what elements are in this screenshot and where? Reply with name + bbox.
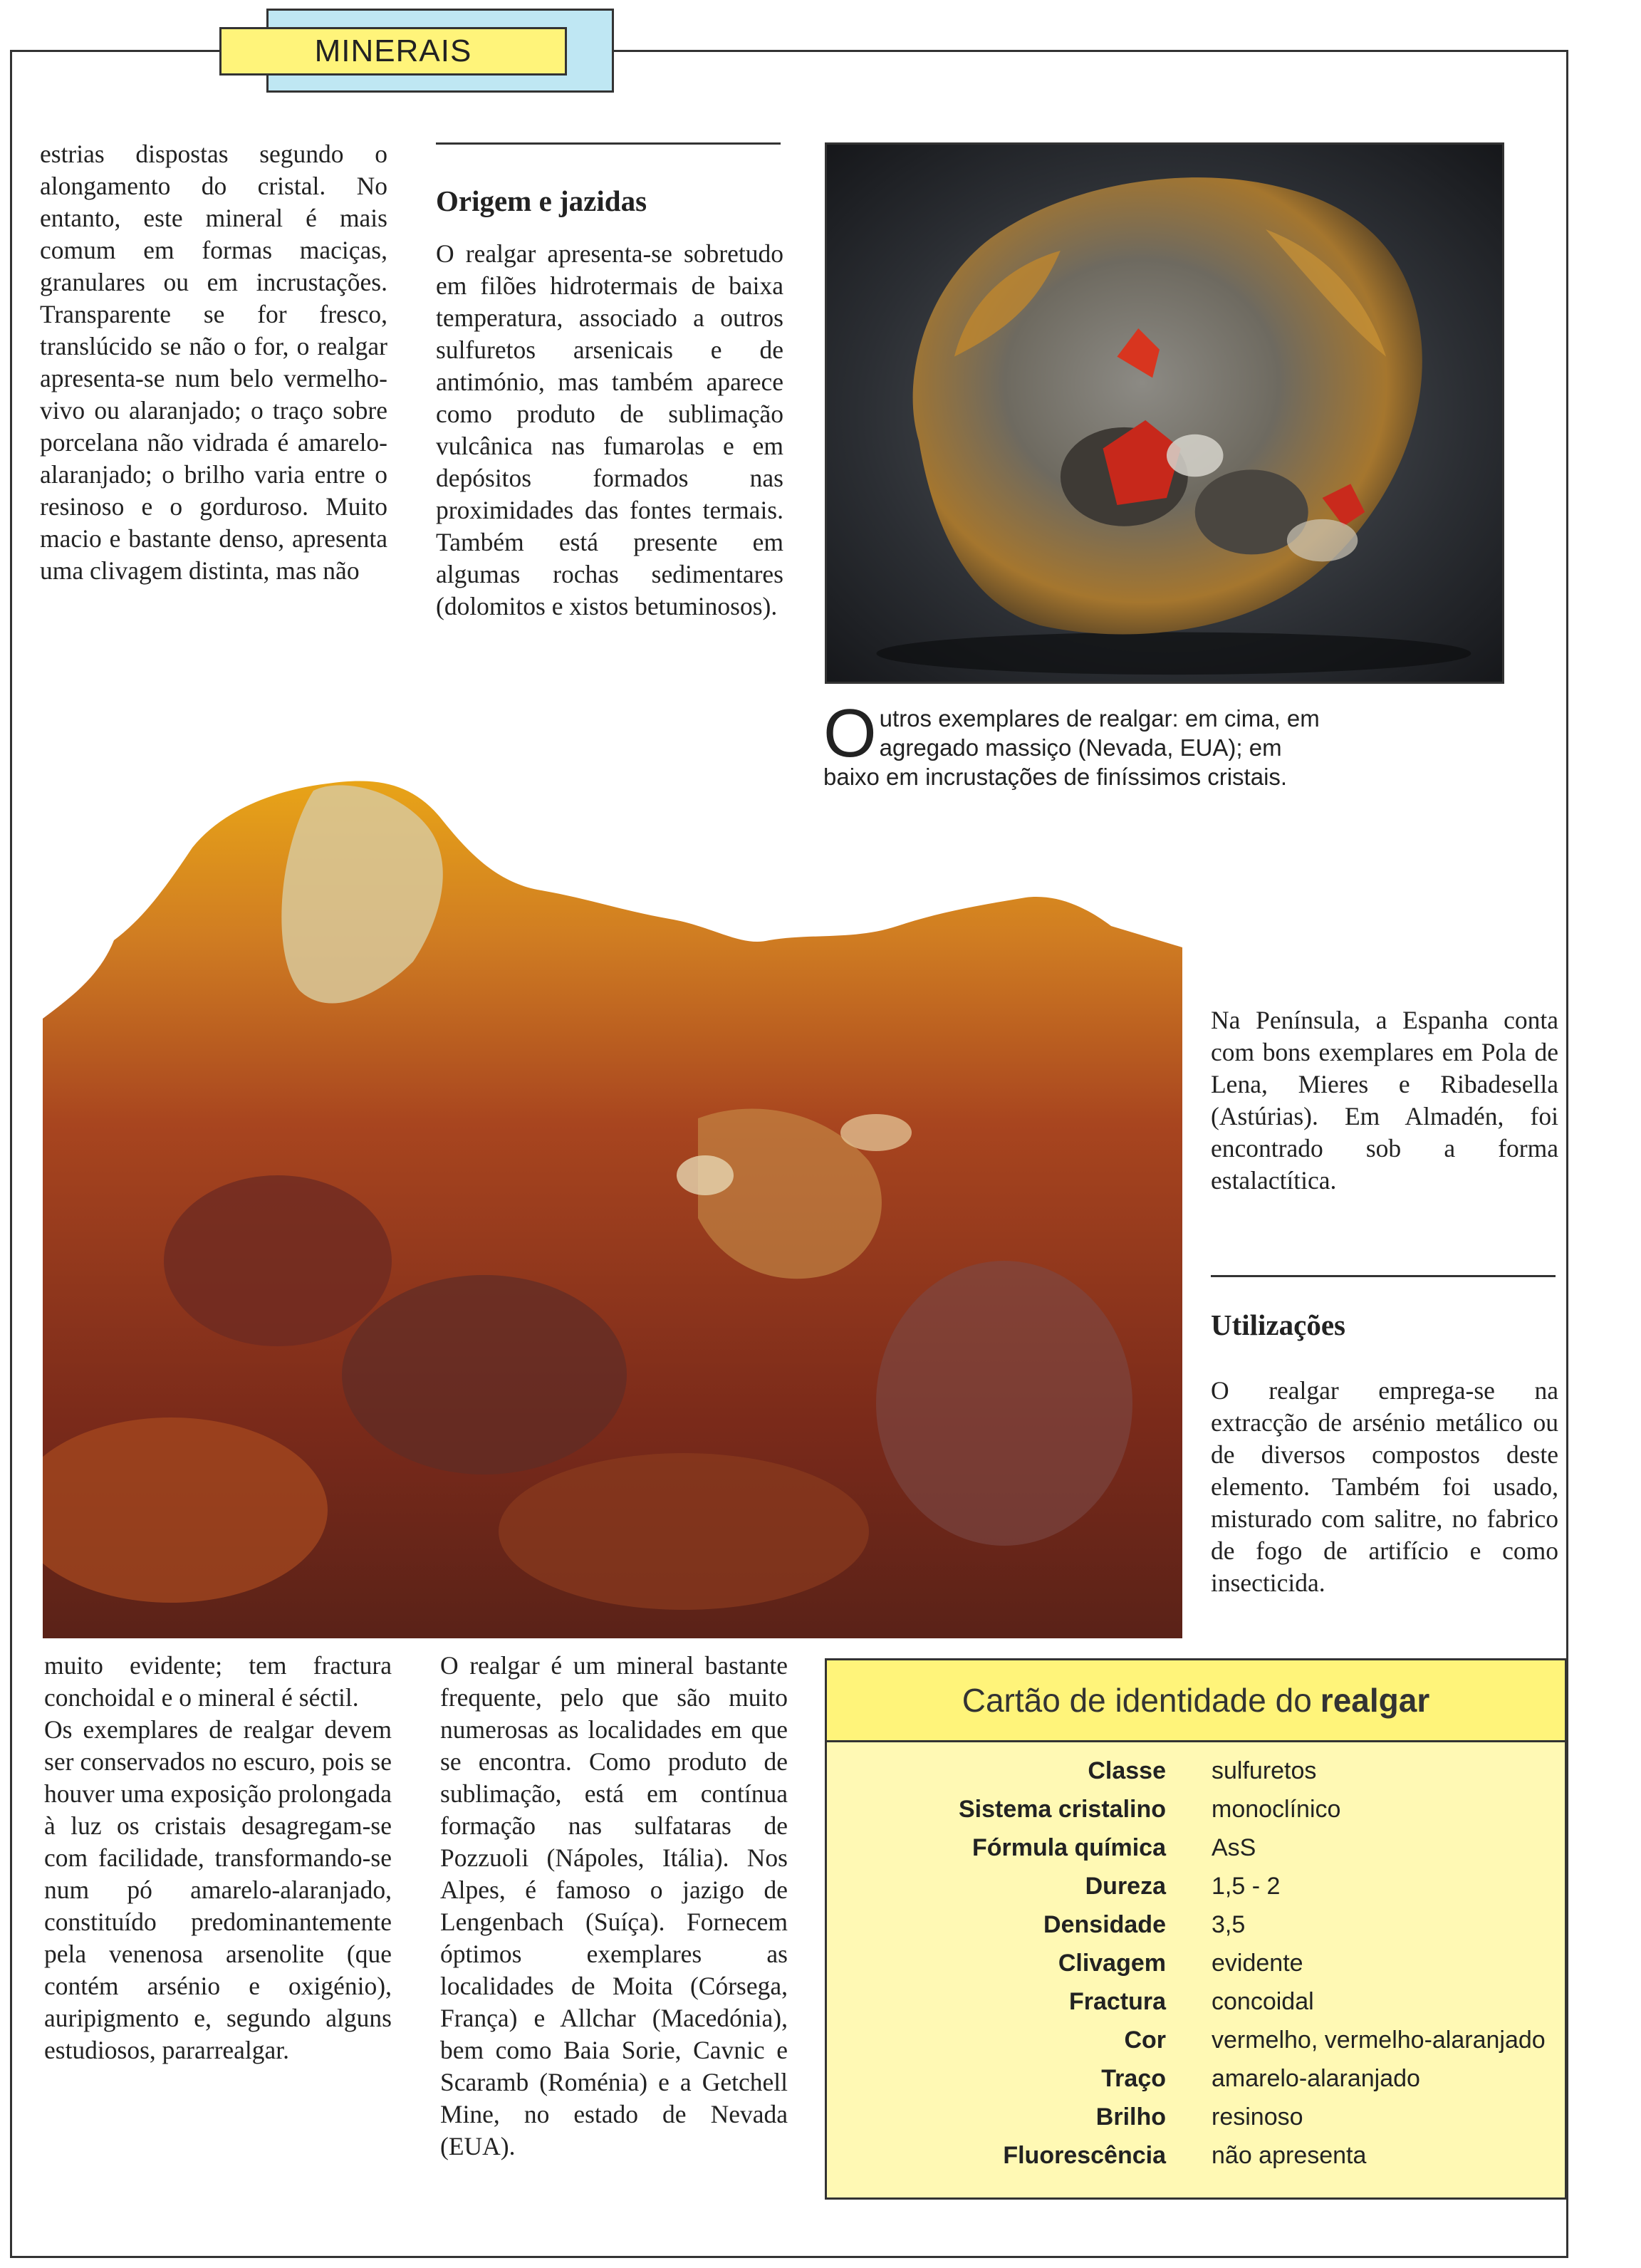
- col1-bottom-paragraph-1: muito evidente; tem fractura conchoidal e o mineral é séctil.: [44, 1651, 392, 1712]
- identity-card-title-bold: realgar: [1320, 1682, 1430, 1719]
- realgar-crust-photo: [43, 762, 1182, 1638]
- card-row-clivagem: [827, 1950, 1565, 1988]
- card-row-fractura: [827, 1988, 1565, 2027]
- utilizacoes-text: [1211, 1375, 1558, 1599]
- utilizacoes-rule: [1211, 1275, 1556, 1277]
- identity-card-title: [827, 1660, 1565, 1742]
- card-value: evidente: [1212, 1950, 1303, 1977]
- card-value: monoclínico: [1212, 1796, 1341, 1823]
- card-row-cor: [827, 2027, 1565, 2065]
- card-row-densidade: [827, 1911, 1565, 1950]
- card-label: Classe: [1088, 1757, 1166, 1784]
- card-label: Sistema cristalino: [958, 1796, 1166, 1823]
- col1-bottom-text: [44, 1650, 392, 2066]
- card-row-traco: [827, 2065, 1565, 2103]
- card-label: Dureza: [1085, 1873, 1166, 1900]
- identity-card-title-prefix: Cartão de identidade do: [962, 1682, 1312, 1719]
- card-label: Densidade: [1043, 1911, 1166, 1938]
- card-value: sulfuretos: [1212, 1757, 1317, 1784]
- card-label: Cor: [1124, 2027, 1166, 2054]
- card-value: 1,5 - 2: [1212, 1873, 1281, 1900]
- card-label: Fluorescência: [1003, 2142, 1166, 2169]
- col2-bottom-text: [440, 1650, 788, 2163]
- caption-initial: O: [823, 695, 877, 771]
- peninsula-text: [1211, 1004, 1558, 1197]
- section-tab: MINERAIS: [219, 27, 567, 76]
- origem-text: [436, 238, 783, 623]
- card-value: não apresenta: [1212, 2142, 1367, 2169]
- col1-bottom-paragraph-2: Os exemplares de realgar devem ser conservados no escuro, pois se houver uma exposição prolongada à luz os cristais desagregam-se com facilidade, transformando-se num pó amarelo-alaranjado, constituído predominantemente pela venenosa arsenolite (que contém arsénio e oxigénio), auripigmento e, segundo alguns estudiosos, pararrealgar.: [44, 1715, 392, 2064]
- card-value: AsS: [1212, 1834, 1256, 1861]
- card-row-classe: [827, 1757, 1565, 1796]
- origem-rule: [436, 142, 781, 145]
- caption-text: utros exemplares de realgar: em cima, em agregado massiço (Nevada, EUA); em baixo em incrustações de finíssimos cristais.: [823, 705, 1320, 790]
- card-label: Clivagem: [1058, 1950, 1166, 1977]
- card-row-formula: [827, 1834, 1565, 1873]
- card-row-fluorescencia: [827, 2142, 1565, 2180]
- identity-card: [825, 1658, 1567, 2200]
- card-value: 3,5: [1212, 1911, 1246, 1938]
- card-label: Fórmula química: [971, 1834, 1166, 1861]
- card-row-sistema: [827, 1796, 1565, 1834]
- col1-top-paragraph: estrias dispostas segundo o alongamento do cristal. No entanto, este mineral é mais comum em formas maciças, granulares ou em incrustações. Transparente se for fresco, translúcido se não o for, o realgar apresenta-se num belo vermelho-vivo ou alaranjado; o traço sobre porcelana não vidrada é amarelo-alaranjado; o brilho varia entre o resinoso e o gorduroso. Muito macio e bastante denso, apresenta uma clivagem distinta, mas não: [40, 140, 387, 585]
- col2-bottom-paragraph: O realgar é um mineral bastante frequente, pelo que são muito numerosas as localidades em que se encontra. Como produto de sublimação, está em contínua formação nas sulfataras de Pozzuoli (Nápoles, Itália). Nos Alpes, é famoso o jazigo de Lengenbach (Suíça). Fornecem óptimos exemplares as localidades de Moita (Córsega, França) e Allchar (Macedónia), bem como Baia Sorie, Cavnic e Scaramb (Roménia) e a Getchell Mine, no estado de Nevada (EUA).: [440, 1651, 788, 2160]
- card-label: Traço: [1101, 2065, 1166, 2092]
- card-value: vermelho, vermelho-alaranjado: [1212, 2027, 1546, 2054]
- realgar-massive-photo: [825, 142, 1504, 684]
- peninsula-paragraph: Na Península, a Espanha conta com bons exemplares em Pola de Lena, Mieres e Ribadesella (Astúrias). Em Almadén, foi encontrado sob a forma estalactítica.: [1211, 1006, 1558, 1195]
- utilizacoes-heading: Utilizações: [1211, 1309, 1345, 1341]
- col1-top-text: [40, 138, 387, 587]
- origem-heading: Origem e jazidas: [436, 184, 647, 217]
- card-label: Brilho: [1095, 2103, 1166, 2131]
- card-value: amarelo-alaranjado: [1212, 2065, 1420, 2092]
- card-value: resinoso: [1212, 2103, 1303, 2131]
- card-row-brilho: [827, 2103, 1565, 2142]
- card-value: concoidal: [1212, 1988, 1314, 2015]
- origem-paragraph: O realgar apresenta-se sobretudo em filões hidrotermais de baixa temperatura, associado a outros sulfuretos arsenicais e de antimónio, mas também aparece como produto de sublimação vulcânica nas fumarolas e em depósitos formados nas proximidades das fontes termais. Também está presente em algumas rochas sedimentares (dolomitos e xistos betuminosos).: [436, 239, 783, 620]
- card-row-dureza: [827, 1873, 1565, 1911]
- card-label: Fractura: [1068, 1988, 1166, 2015]
- utilizacoes-paragraph: O realgar emprega-se na extracção de arsénio metálico ou de diversos compostos deste elemento. Também foi usado, misturado com salitre, no fabrico de fogo de artifício e como insecticida.: [1211, 1376, 1558, 1597]
